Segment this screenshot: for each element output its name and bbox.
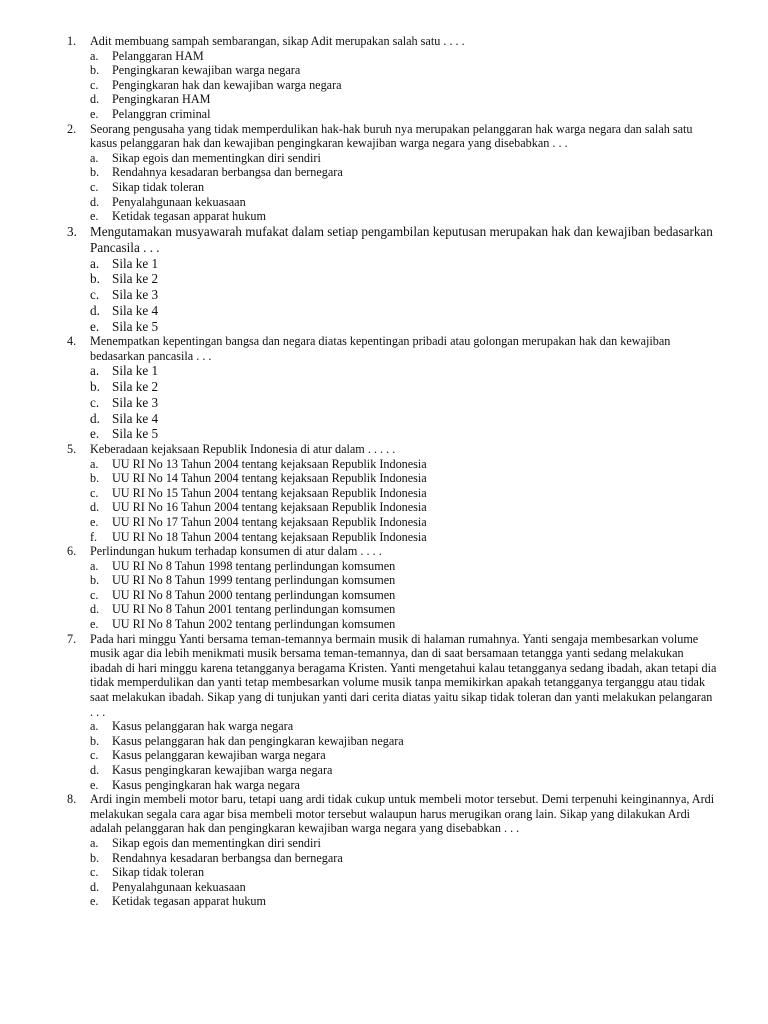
question-text: Adit membuang sampah sembarangan, sikap Adit merupakan salah satu . . . . <box>90 34 465 48</box>
option-letter: e. <box>90 318 100 334</box>
option-item <box>0 588 768 603</box>
option-text: Pengingkaran hak dan kewajiban warga negara <box>112 77 342 92</box>
question-4 <box>0 334 768 363</box>
option-text: UU RI No 15 Tahun 2004 tentang kejaksaan Republik Indonesia <box>112 485 427 500</box>
option-list <box>0 457 768 545</box>
option-text: Rendahnya kesadaran berbangsa dan bernegara <box>112 165 343 180</box>
option-letter: d. <box>90 194 100 209</box>
option-item <box>0 778 768 793</box>
option-text: Sila ke 2 <box>112 271 159 287</box>
question-number: 3. <box>67 223 77 239</box>
option-item <box>0 457 768 472</box>
option-text: Kasus pelanggaran hak dan pengingkaran kewajiban negara <box>112 733 404 748</box>
option-item <box>0 719 768 734</box>
question-7 <box>0 632 768 720</box>
question-text: Menempatkan kepentingan bangsa dan negara diatas kepentingan pribadi atau golongan merupakan hak dan kewajiban bedasarkan pancasila . . . <box>90 334 671 363</box>
question-text: Seorang pengusaha yang tidak memperdulikan hak-hak buruh nya merupakan pelanggaran hak warga negara dan salah satu kasus pelanggaran hak dan kewajiban pengingkaran kewajiban warga negara yang disebabkan . . . <box>90 121 693 151</box>
option-letter: d. <box>90 763 100 777</box>
option-item <box>0 865 768 880</box>
option-text: UU RI No 16 Tahun 2004 tentang kejaksaan Republik Indonesia <box>112 500 427 515</box>
option-text: UU RI No 13 Tahun 2004 tentang kejaksaan Republik Indonesia <box>112 456 427 471</box>
option-letter: a. <box>90 835 99 850</box>
option-item <box>0 763 768 778</box>
question-3 <box>0 224 768 256</box>
option-text: Penyalahgunaan kekuasaan <box>112 879 246 894</box>
question-number: 6. <box>67 544 77 559</box>
option-text: Sila ke 4 <box>112 302 159 318</box>
option-letter: c. <box>90 287 100 303</box>
option-item <box>0 411 768 427</box>
option-text: Sikap tidak toleran <box>112 865 205 880</box>
option-text: UU RI No 8 Tahun 1999 tentang perlindungan komsumen <box>112 573 396 588</box>
option-item <box>0 471 768 486</box>
option-text: Ketidak tegasan apparat hukum <box>112 894 266 909</box>
option-item <box>0 379 768 395</box>
option-item <box>0 836 768 851</box>
option-text: Pengingkaran HAM <box>112 92 211 107</box>
option-letter: b. <box>90 63 100 78</box>
option-text: Penyalahgunaan kekuasaan <box>112 194 246 209</box>
option-text: Ketidak tegasan apparat hukum <box>112 209 266 224</box>
option-text: UU RI No 8 Tahun 1998 tentang perlindungan komsumen <box>112 558 396 573</box>
option-text: Pelanggaran HAM <box>112 48 204 63</box>
option-letter: a. <box>90 456 99 471</box>
option-item <box>0 256 768 272</box>
question-1 <box>0 34 768 49</box>
option-letter: e. <box>90 209 99 224</box>
question-number: 1. <box>67 34 77 48</box>
question-6 <box>0 544 768 559</box>
option-text: Kasus pelanggaran hak warga negara <box>112 719 294 734</box>
option-item <box>0 515 768 530</box>
option-text: Rendahnya kesadaran berbangsa dan bernegara <box>112 850 343 865</box>
option-list <box>0 719 768 792</box>
option-item <box>0 894 768 909</box>
question-number: 4. <box>67 334 77 349</box>
option-letter: b. <box>90 271 100 287</box>
option-letter: a. <box>90 363 100 379</box>
option-letter: e. <box>90 617 99 632</box>
option-letter: d. <box>90 410 100 426</box>
document-page <box>0 34 768 909</box>
option-item <box>0 287 768 303</box>
option-letter: b. <box>90 850 100 865</box>
option-item <box>0 303 768 319</box>
option-item <box>0 319 768 335</box>
option-text: Sila ke 5 <box>112 318 159 334</box>
option-text: Sila ke 5 <box>112 426 159 442</box>
option-letter: c. <box>90 394 100 410</box>
option-letter: c. <box>90 865 99 880</box>
option-letter: a. <box>90 719 99 734</box>
question-number: 2. <box>67 121 77 136</box>
option-item <box>0 851 768 866</box>
option-item <box>0 209 768 224</box>
option-item <box>0 617 768 632</box>
question-5 <box>0 442 768 457</box>
option-letter: a. <box>90 48 99 63</box>
option-item <box>0 559 768 574</box>
option-text: UU RI No 17 Tahun 2004 tentang kejaksaan Republik Indonesia <box>112 514 427 529</box>
option-item <box>0 180 768 195</box>
option-text: Sila ke 1 <box>112 255 159 271</box>
option-letter: a. <box>90 255 100 271</box>
option-letter: a. <box>90 150 99 165</box>
option-list <box>0 256 768 335</box>
option-item <box>0 107 768 122</box>
option-letter: e. <box>90 514 99 529</box>
option-letter: b. <box>90 573 100 588</box>
option-item <box>0 165 768 180</box>
option-text: Sila ke 2 <box>112 379 159 395</box>
option-letter: c. <box>90 587 99 602</box>
option-letter: b. <box>90 165 100 180</box>
question-number: 8. <box>67 792 77 807</box>
option-letter: d. <box>90 602 100 617</box>
option-item <box>0 195 768 210</box>
option-list <box>0 836 768 909</box>
option-item <box>0 151 768 166</box>
option-letter: e. <box>90 894 99 909</box>
option-item <box>0 486 768 501</box>
option-text: Sila ke 3 <box>112 394 159 410</box>
option-letter: e. <box>90 106 99 121</box>
option-letter: f. <box>90 529 98 544</box>
option-letter: d. <box>90 92 100 107</box>
option-text: UU RI No 8 Tahun 2002 tentang perlindungan komsumen <box>112 617 396 632</box>
option-letter: e. <box>90 777 99 792</box>
question-text: Pada hari minggu Yanti bersama teman-temannya bermain musik di halaman rumahnya. Yanti sengaja membesarkan volume musik agar dia lebih menikmati musik bersama teman-temannya, dan di saat bersamaan tetangga yanti sedang melakukan ibadah di hari minggu karena tetangganya beragama Kristen. Yanti mengetahui kalau tetangganya sedang ibadah, akan tetapi dia tidak memperdulikan dan yanti tetap membesarkan volume musik tanpa memikirkan apakah tetangganya terganggu atau tidak saat melakukan ibadah. Sikap yang di tunjukan yanti dari cerita diatas yaitu sikap tidak toleran dan yanti melakukan pelangaran . . . <box>90 631 717 719</box>
option-text: Sila ke 4 <box>112 410 159 426</box>
question-8 <box>0 792 768 836</box>
option-item <box>0 395 768 411</box>
option-item <box>0 49 768 64</box>
option-list <box>0 363 768 442</box>
option-letter: a. <box>90 558 99 573</box>
option-letter: b. <box>90 379 100 395</box>
option-text: Pengingkaran kewajiban warga negara <box>112 63 301 78</box>
option-item <box>0 500 768 515</box>
option-letter: c. <box>90 77 99 92</box>
option-text: Sila ke 3 <box>112 287 159 303</box>
option-letter: c. <box>90 179 99 194</box>
option-text: UU RI No 18 Tahun 2004 tentang kejaksaan Republik Indonesia <box>112 529 427 544</box>
option-letter: c. <box>90 748 99 763</box>
option-letter: c. <box>90 485 99 500</box>
option-text: Pelanggran criminal <box>112 106 211 121</box>
option-item <box>0 734 768 749</box>
option-text: Kasus pelanggaran kewajiban warga negara <box>112 748 326 763</box>
question-text: Mengutamakan musyawarah mufakat dalam setiap pengambilan keputusan merupakan hak dan kewajiban bedasarkan Pancasila . . . <box>90 223 713 255</box>
option-list <box>0 559 768 632</box>
option-item <box>0 530 768 545</box>
option-letter: d. <box>90 302 100 318</box>
option-item <box>0 92 768 107</box>
option-letter: b. <box>90 733 100 748</box>
option-item <box>0 602 768 617</box>
option-text: Sikap tidak toleran <box>112 179 205 194</box>
option-letter: e. <box>90 426 100 442</box>
option-list <box>0 49 768 122</box>
option-letter: d. <box>90 879 100 894</box>
option-text: UU RI No 8 Tahun 2001 tentang perlindungan komsumen <box>112 602 396 617</box>
option-text: UU RI No 14 Tahun 2004 tentang kejaksaan Republik Indonesia <box>112 471 427 486</box>
option-item <box>0 880 768 895</box>
option-item <box>0 573 768 588</box>
option-item <box>0 748 768 763</box>
option-list <box>0 151 768 224</box>
option-text: Kasus pengingkaran kewajiban warga negara <box>112 763 333 777</box>
question-2 <box>0 122 768 151</box>
option-item <box>0 271 768 287</box>
option-item <box>0 78 768 93</box>
option-text: Sikap egois dan mementingkan diri sendiri <box>112 150 321 165</box>
question-text: Ardi ingin membeli motor baru, tetapi uang ardi tidak cukup untuk membeli motor tersebut. Demi terpenuhi keinginannya, Ardi melakukan segala cara agar bisa membeli motor tersebut walaupun harus merugikan orang lain. Sikap yang dilakukan Ardi adalah pelanggaran hak dan pengingkaran kewajiban warga negara yang disebabkan . . . <box>90 792 715 836</box>
question-number: 5. <box>67 441 77 456</box>
question-text: Perlindungan hukum terhadap konsumen di atur dalam . . . . <box>90 544 382 559</box>
option-letter: d. <box>90 500 100 515</box>
option-item <box>0 426 768 442</box>
option-item <box>0 363 768 379</box>
question-text: Keberadaan kejaksaan Republik Indonesia di atur dalam . . . . . <box>90 441 396 456</box>
option-text: Sikap egois dan mementingkan diri sendiri <box>112 835 321 850</box>
option-text: Sila ke 1 <box>112 363 159 379</box>
option-text: Kasus pengingkaran hak warga negara <box>112 777 300 792</box>
question-number: 7. <box>67 631 77 646</box>
option-item <box>0 63 768 78</box>
option-text: UU RI No 8 Tahun 2000 tentang perlindungan komsumen <box>112 587 396 602</box>
option-letter: b. <box>90 471 100 486</box>
